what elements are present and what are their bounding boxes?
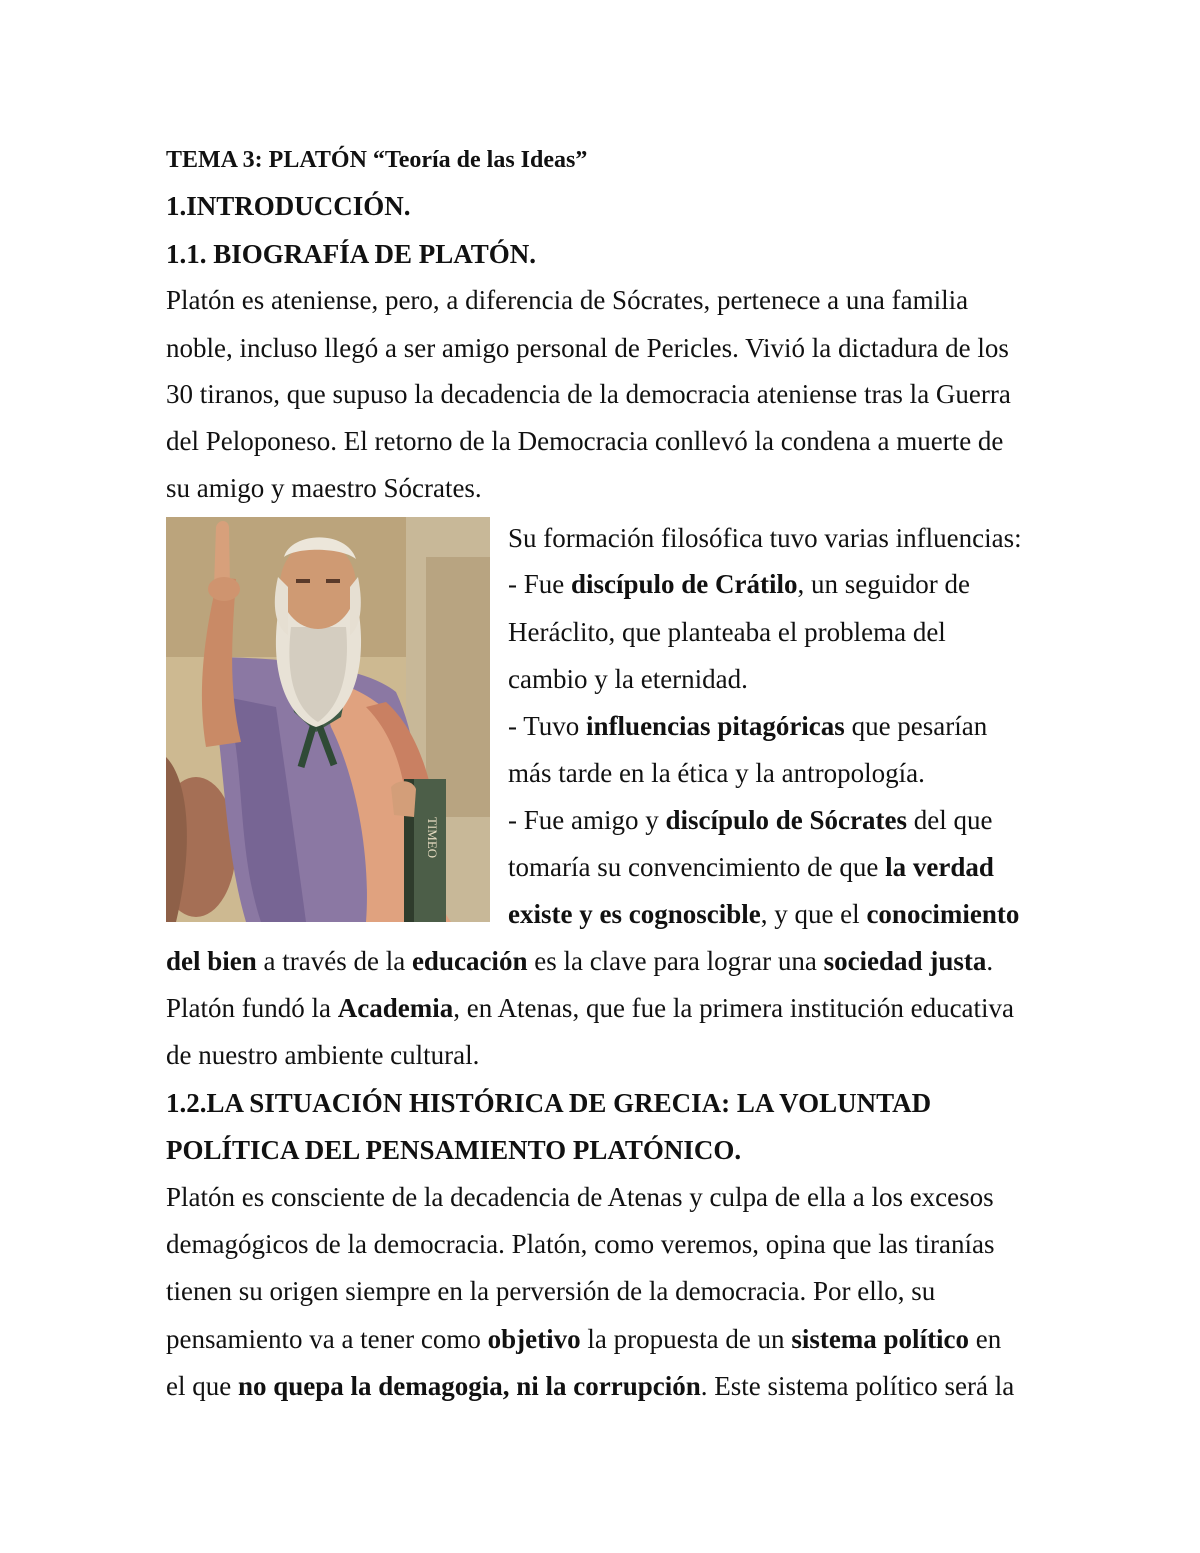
bio-line: noble, incluso llegó a ser amigo personal de Pericles. Vivió la dictadura de los	[166, 333, 1009, 363]
heading-situacion-historica-cont: POLÍTICA DEL PENSAMIENTO PLATÓNICO.	[166, 1135, 742, 1165]
heading-introduccion: 1.INTRODUCCIÓN.	[166, 191, 411, 221]
bio-line: Platón es ateniense, pero, a diferencia de Sócrates, pertenece a una familia	[166, 285, 969, 315]
heading-biografia: 1.1. BIOGRAFÍA DE PLATÓN.	[166, 239, 537, 269]
body-line: Platón es consciente de la decadencia de Atenas y culpa de ella a los excesos	[166, 1182, 994, 1212]
influence-line: existe y es cognoscible, y que el conocimiento	[508, 899, 1020, 929]
body-line: tienen su origen siempre en la perversión de la democracia. Por ello, su	[166, 1276, 936, 1306]
influence-line: - Tuvo influencias pitagóricas que pesarían	[508, 711, 988, 741]
influence-line: - Fue amigo y discípulo de Sócrates del que	[508, 805, 993, 835]
body-line: de nuestro ambiente cultural.	[166, 1040, 480, 1070]
heading-situacion-historica: 1.2.LA SITUACIÓN HISTÓRICA DE GRECIA: LA VOLUNTAD	[166, 1088, 932, 1118]
body-line: Platón fundó la Academia, en Atenas, que fue la primera institución educativa	[166, 993, 1015, 1023]
bio-line: 30 tiranos, que supuso la decadencia de la democracia ateniense tras la Guerra	[166, 379, 1011, 409]
influence-line: más tarde en la ética y la antropología.	[508, 758, 925, 788]
body-line: del bien a través de la educación es la clave para lograr una sociedad justa.	[166, 946, 994, 976]
body-line: demagógicos de la democracia. Platón, como veremos, opina que las tiranías	[166, 1229, 995, 1259]
influences-intro: Su formación filosófica tuvo varias influencias:	[508, 523, 1022, 553]
bio-line: su amigo y maestro Sócrates.	[166, 473, 482, 503]
influence-line: cambio y la eternidad.	[508, 664, 748, 694]
document-title: TEMA 3: PLATÓN “Teoría de las Ideas”	[166, 147, 588, 173]
influence-line: - Fue discípulo de Crátilo, un seguidor de	[508, 569, 970, 599]
bio-line: del Peloponeso. El retorno de la Democracia conllevó la condena a muerte de	[166, 426, 1004, 456]
portrait-book-label: TIMEO	[425, 817, 440, 859]
plato-portrait-image	[166, 517, 490, 922]
body-line: pensamiento va a tener como objetivo la propuesta de un sistema político en	[166, 1324, 1002, 1354]
body-line: el que no quepa la demagogia, ni la corrupción. Este sistema político será la	[166, 1371, 1015, 1401]
influence-line: Heráclito, que planteaba el problema del	[508, 617, 946, 647]
influence-line: tomaría su convencimiento de que la verdad	[508, 852, 994, 882]
